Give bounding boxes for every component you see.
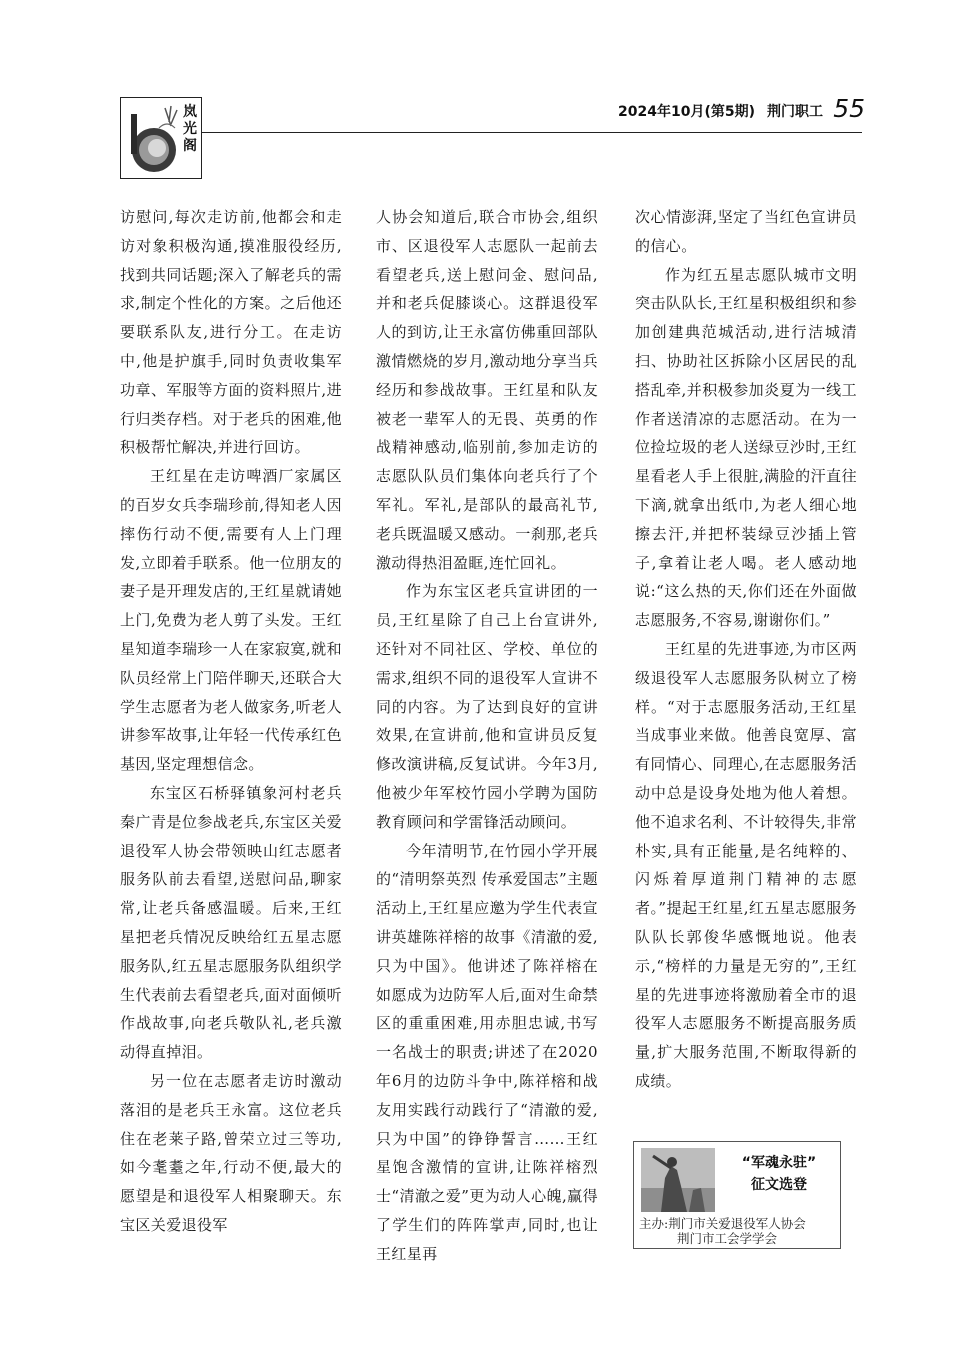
running-header	[618, 101, 835, 121]
text-column-1	[120, 203, 342, 1240]
magazine-name: 荆门职工	[767, 104, 823, 120]
paragraph: 王红星在走访啤酒厂家属区的百岁女兵李瑞珍前,得知老人因摔伤行动不便,需要有人上门理发,立即着手联系。他一位朋友的妻子是开理发店的,王红星就请她上门,免费为老人剪了头发。王红星知道李瑞珍一人在家寂寞,就和队员经常上门陪伴聊天,还联合大学生志愿者为老人做家务,听老人讲参军故事,让年轻一代传承红色基因,坚定理想信念。	[120, 467, 342, 774]
text-column-3	[635, 203, 857, 1096]
paragraph: 人协会知道后,联合市协会,组织市、区退役军人志愿队一起前去看望老兵,送上慰问金、慰问品,并和老兵促膝谈心。这群退役军人的到访,让王永富仿佛重回部队激情燃烧的岁月,激动地分享当兵经历和参战故事。王红星和队友被老一辈军人的无畏、英勇的作战精神感动,临别前,参加走访的志愿队队员们集体向老兵行了个军礼。军礼,是部队的最高礼节,老兵既温暖又感动。一刹那,老兵激动得热泪盈眶,连忙回礼。	[376, 208, 598, 572]
paragraph: 另一位在志愿者走访时激动落泪的是老兵王永富。这位老兵住在老莱子路,曾荣立过三等功,如今耄耋之年,行动不便,最大的愿望是和退役军人相聚聊天。东宝区关爱退役军	[120, 1071, 342, 1234]
paragraph: 访慰问,每次走访前,他都会和走访对象积极沟通,摸准服役经历,找到共同话题;深入了解老兵的需求,制定个性化的方案。之后他还要联系队友,进行分工。在走访中,他是护旗手,同时负责收集军功章、军服等方面的资料照片,进行归类存档。对于老兵的困难,他积极帮忙解决,并进行回访。	[120, 208, 342, 457]
organizer-label: 主办:	[639, 1216, 669, 1231]
header-rule	[202, 132, 862, 133]
sponsor-box	[633, 1141, 841, 1249]
page-number: 55	[833, 94, 865, 123]
sponsor-title-line2: 征文选登	[751, 1177, 807, 1193]
organizers	[639, 1216, 839, 1246]
paragraph: 作为红五星志愿队城市文明突击队队长,王红星积极组织和参加创建典范城活动,进行洁城清扫、协助社区拆除小区居民的乱搭乱牵,并积极参加炎夏为一线工作者送清凉的志愿活动。在为一位捡垃圾的老人送绿豆沙时,王红星看老人手上很脏,满脸的汗直往下滴,就拿出纸巾,为老人细心地擦去汗,并把杯装绿豆沙插上管子,拿着让老人喝。老人感动地说:“这么热的天,你们还在外面做志愿服务,不容易,谢谢你们。”	[635, 265, 857, 630]
paragraph: 作为东宝区老兵宣讲团的一员,王红星除了自己上台宣讲外,还针对不同社区、学校、单位的需求,组织不同的退役军人宣讲不同的内容。为了达到良好的宣讲效果,在宣讲前,他和宣讲员反复修改演讲稿,反复试讲。今年3月,他被少年军校竹园小学聘为国防教育顾问和学雷锋活动顾问。	[376, 582, 598, 831]
paragraph: 今年清明节,在竹园小学开展的“清明祭英烈 传承爱国志”主题活动上,王红星应邀为学生代表宣讲英雄陈祥榕的故事《清澈的爱,只为中国》。他讲述了陈祥榕在如愿成为边防军人后,面对生命禁区的重重困难,用赤胆忠诚,书写一名战士的职责;讲述了在2020年6月的边防斗争中,陈祥榕和战友用实践行动践行了“清澈的爱,只为中国”的铮铮誓言……王红星饱含激情的宣讲,让陈祥榕烈士“清澈之爱”更为动人心魄,赢得了学生们的阵阵掌声,同时,也让王红星再	[376, 841, 598, 1263]
soldier-monument-photo	[641, 1148, 715, 1212]
sponsor-title	[720, 1152, 838, 1196]
section-logo	[120, 97, 202, 179]
organizer-1: 荆门市关爱退役军人协会	[668, 1216, 806, 1231]
paragraph: 王红星的先进事迹,为市区两级退役军人志愿服务队树立了榜样。“对于志愿服务活动,王红星当成事业来做。他善良宽厚、富有同情心、同理心,在志愿服务活动中总是设身处地为他人着想。他不追求名利、不计较得失,非常朴实,具有正能量,是名纯粹的、闪烁着厚道荆门精神的志愿者。”提起王红星,红五星志愿服务队队长郭俊华感慨地说。他表示,“榜样的力量是无穷的”,王红星的先进事迹将激励着全市的退役军人志愿服务不断提高服务质量,扩大服务范围,不断取得新的成绩。	[635, 639, 857, 1090]
text-column-2	[376, 203, 598, 1268]
organizer-2: 荆门市工会学学会	[677, 1231, 778, 1246]
issue-date: 2024年10月(第5期)	[618, 104, 755, 120]
paragraph: 次心情澎湃,坚定了当红色宣讲员的信心。	[635, 208, 857, 255]
paragraph: 东宝区石桥驿镇象河村老兵秦广青是位参战老兵,东宝区关爱退役军人协会带领映山红志愿者服务队前去看望,送慰问品,聊家常,让老兵备感温暖。后来,王红星把老兵情况反映给红五星志愿服务队,红五星志愿服务队组织学生代表前去看望老兵,面对面倾听作战故事,向老兵敬队礼,老兵激动得直掉泪。	[120, 783, 342, 1062]
section-name: 岚 光 阁	[183, 104, 197, 154]
sponsor-title-line1: “军魂永驻”	[741, 1155, 817, 1171]
